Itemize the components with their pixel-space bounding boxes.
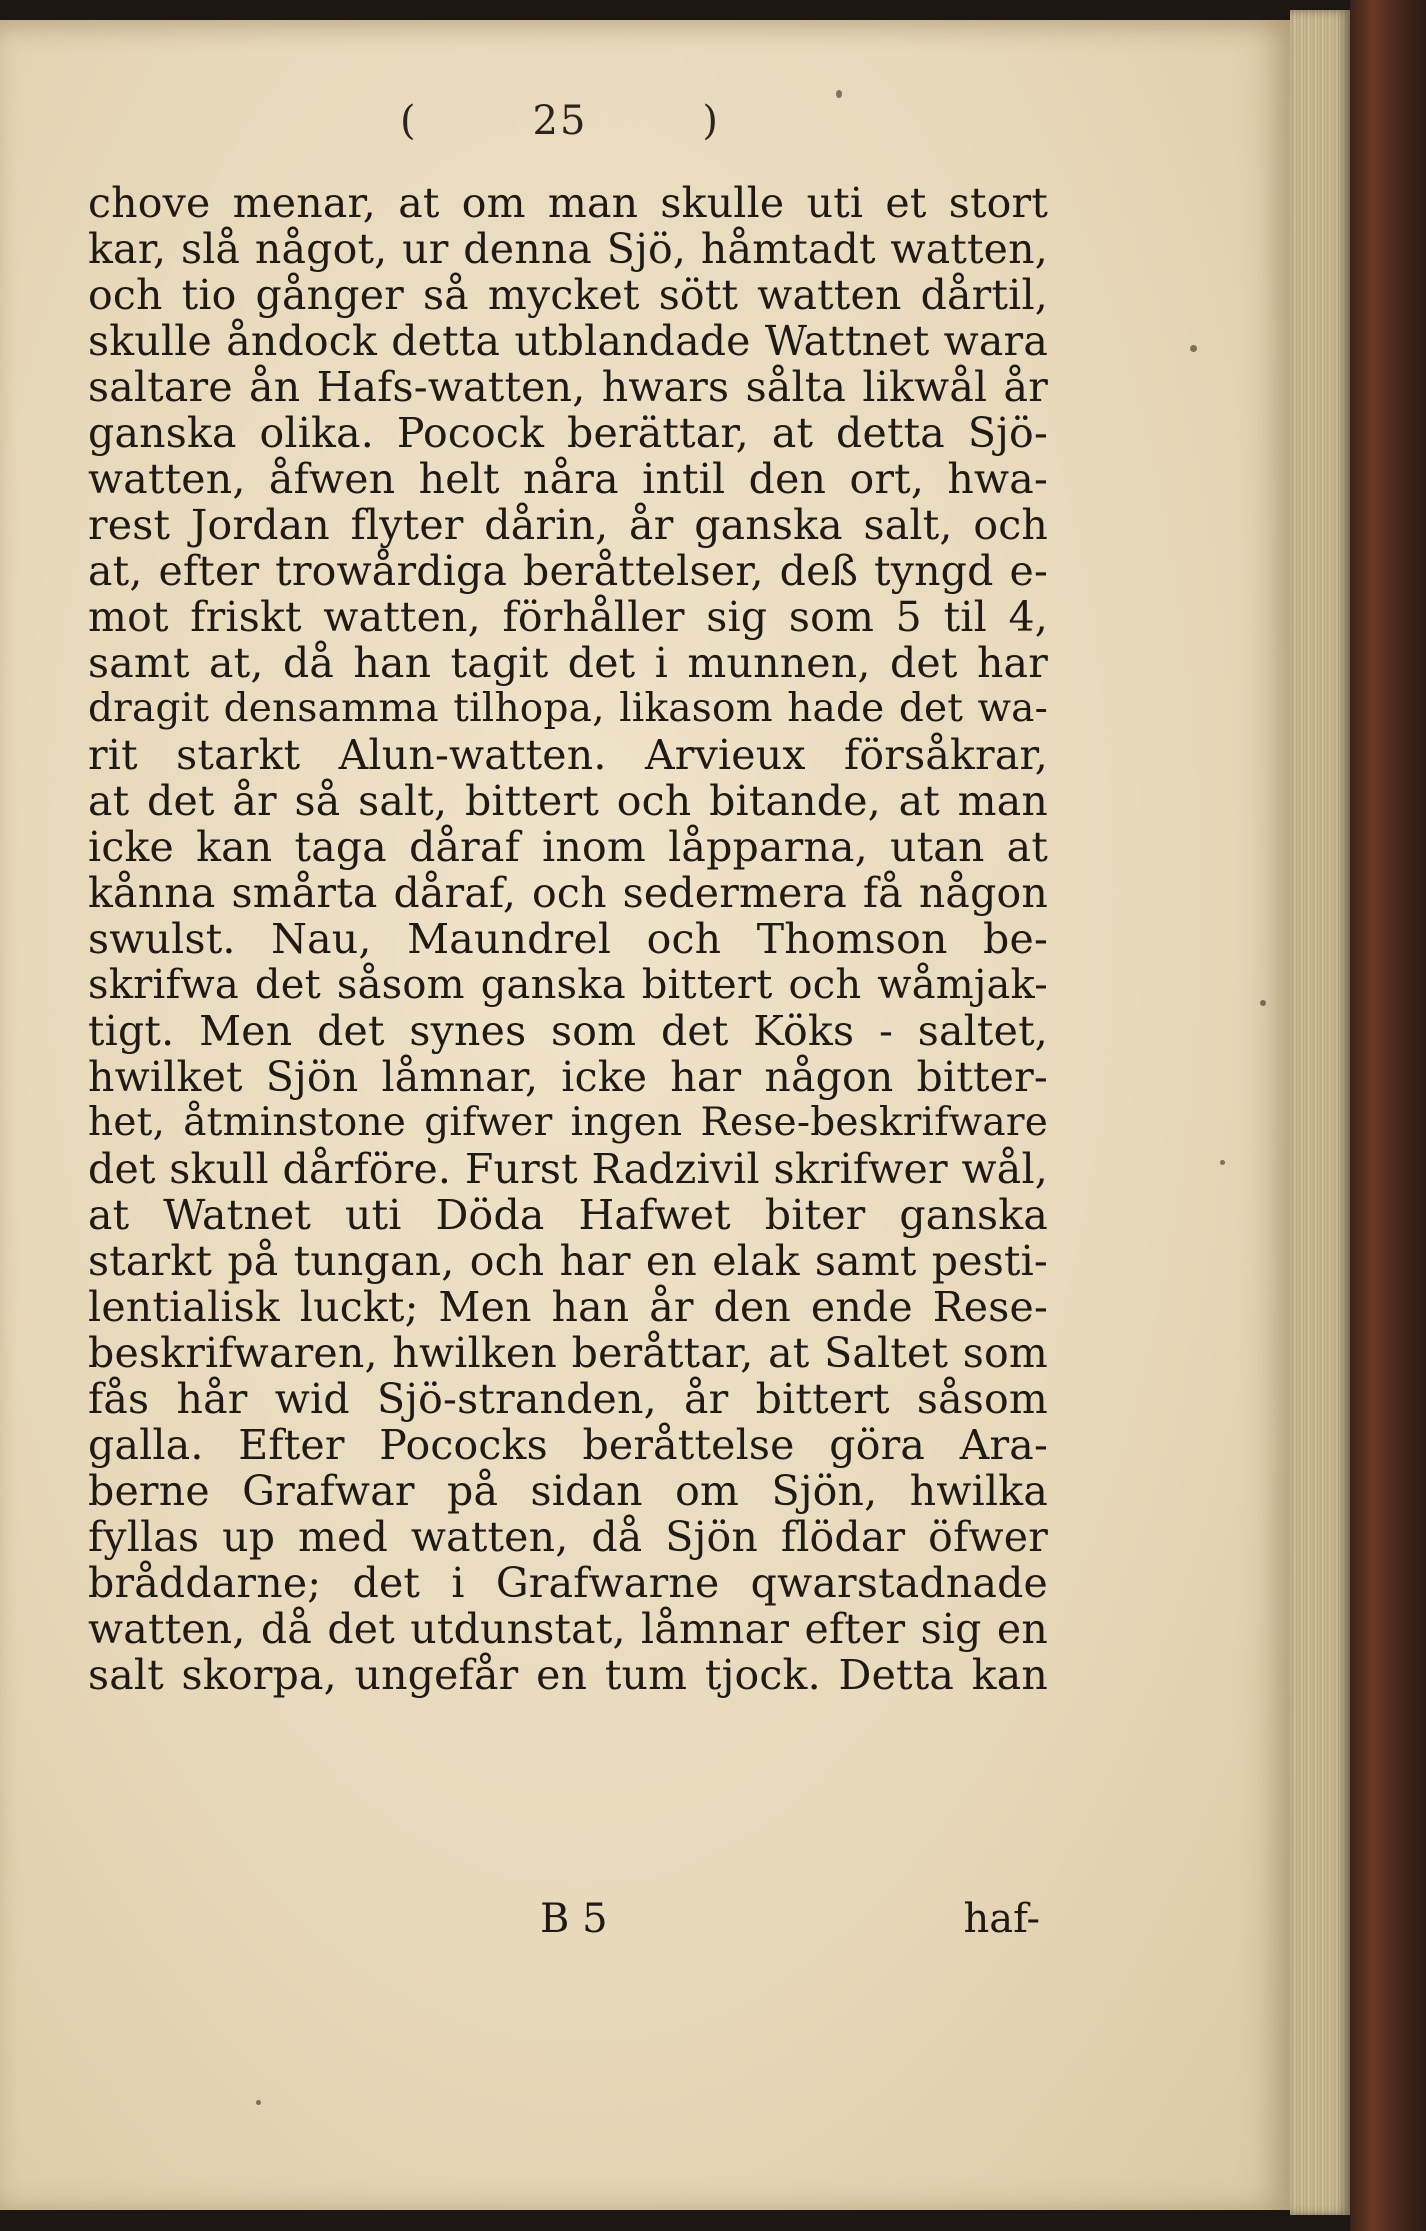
text-line: icke kan taga dåraf inom låpparna, utan at (88, 824, 1048, 870)
text-line: at det år så salt, bittert och bitande, at man (88, 778, 1048, 824)
text-line: och tio gånger så mycket sött watten dårtil, (88, 272, 1048, 318)
text-line: swulst. Nau, Maundrel och Thomson be- (88, 916, 1048, 962)
text-line: skrifwa det såsom ganska bittert och wåmjak- (88, 962, 1048, 1008)
text-line: at, efter trowårdiga beråttelser, deß tyngd e- (88, 548, 1048, 594)
page-header (400, 98, 720, 144)
page-edges (1290, 10, 1350, 2215)
text-line: fås hår wid Sjö-stranden, år bittert såsom (88, 1376, 1048, 1422)
text-line: samt at, då han tagit det i munnen, det har (88, 640, 1048, 686)
text-line: galla. Efter Pococks beråttelse göra Ara- (88, 1422, 1048, 1468)
page-number: 25 (532, 98, 588, 144)
text-line: watten, åfwen helt nåra intil den ort, hwa- (88, 456, 1048, 502)
text-line: salt skorpa, ungefår en tum tjock. Detta kan (88, 1652, 1048, 1698)
catchword: haf- (963, 1896, 1040, 1942)
text-line: bråddarne; det i Grafwarne qwarstadnade (88, 1560, 1048, 1606)
header-paren-open: ( (400, 98, 418, 144)
text-line: kar, slå något, ur denna Sjö, håmtadt watten, (88, 226, 1048, 272)
text-line: lentialisk luckt; Men han år den ende Rese- (88, 1284, 1048, 1330)
text-line: rit starkt Alun-watten. Arvieux försåkrar, (88, 732, 1048, 778)
text-line: fyllas up med watten, då Sjön flödar öfwer (88, 1514, 1048, 1560)
ink-spot (1260, 1000, 1266, 1006)
ink-spot (256, 2100, 261, 2105)
text-line: watten, då det utdunstat, låmnar efter sig en (88, 1606, 1048, 1652)
ink-spot (836, 90, 842, 98)
text-line: mot friskt watten, förhåller sig som 5 til 4, (88, 594, 1048, 640)
page-footer (540, 1896, 1040, 1942)
header-paren-close: ) (702, 98, 720, 144)
body-text (88, 180, 1048, 1698)
text-line: starkt på tungan, och har en elak samt pesti- (88, 1238, 1048, 1284)
ink-spot (1220, 1160, 1225, 1165)
text-line: dragit densamma tilhopa, likasom hade det wa- (88, 686, 1048, 731)
text-line: ganska olika. Pocock berättar, at detta Sjö- (88, 410, 1048, 456)
text-line: tigt. Men det synes som det Köks - saltet, (88, 1008, 1048, 1054)
text-line: skulle åndock detta utblandade Wattnet wara (88, 318, 1048, 364)
text-line: det skull dårföre. Furst Radzivil skrifwer wål, (88, 1146, 1048, 1192)
text-line: chove menar, at om man skulle uti et stort (88, 180, 1048, 226)
text-line: beskrifwaren, hwilken beråttar, at Saltet som (88, 1330, 1048, 1376)
text-line: berne Grafwar på sidan om Sjön, hwilka (88, 1468, 1048, 1514)
ink-spot (1190, 345, 1197, 352)
book-cover (1350, 0, 1426, 2231)
signature-mark: B 5 (540, 1896, 608, 1942)
text-line: hwilket Sjön låmnar, icke har någon bitter- (88, 1054, 1048, 1100)
text-line: saltare ån Hafs-watten, hwars sålta likwål år (88, 364, 1048, 410)
text-line: rest Jordan flyter dårin, år ganska salt, och (88, 502, 1048, 548)
text-line: at Watnet uti Döda Hafwet biter ganska (88, 1192, 1048, 1238)
text-line: het, åtminstone gifwer ingen Rese-beskrifware (88, 1100, 1048, 1145)
text-line: kånna smårta dåraf, och sedermera få någon (88, 870, 1048, 916)
